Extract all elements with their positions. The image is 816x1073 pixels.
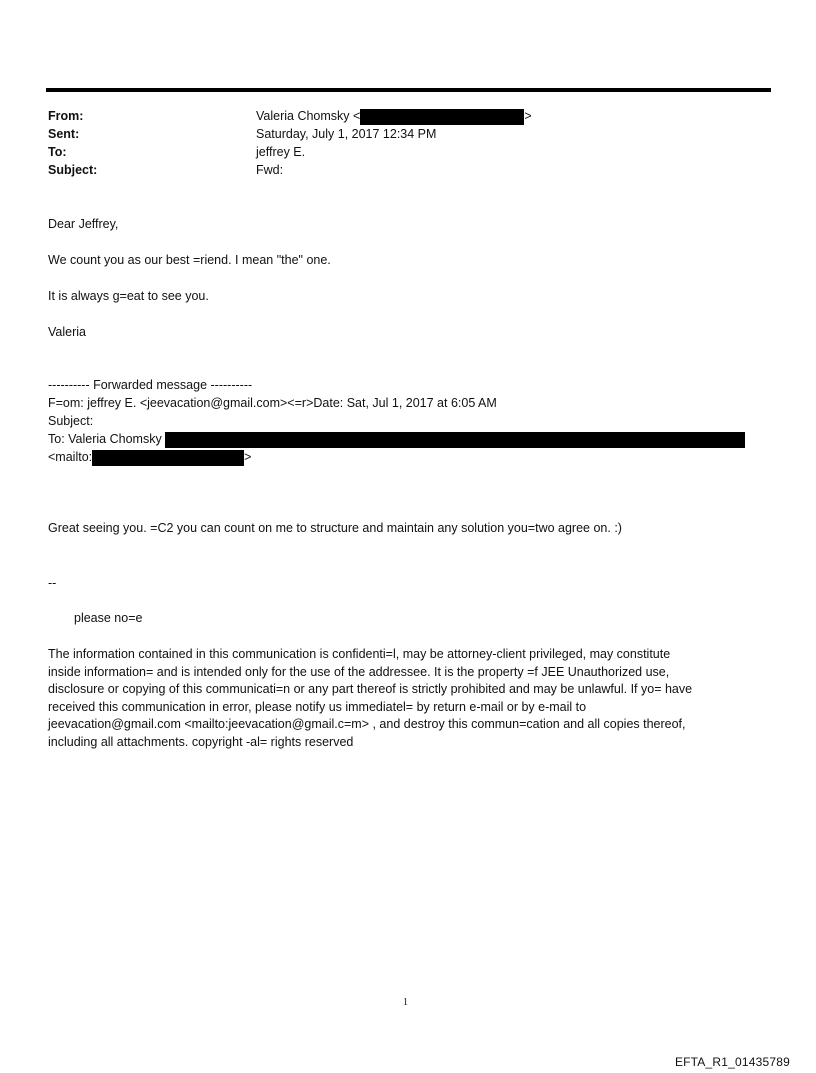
header-rule	[46, 88, 771, 92]
mailto-suffix: >	[244, 450, 252, 464]
redaction-box	[92, 450, 244, 466]
signature-note: please no=e	[74, 611, 143, 625]
forwarded-mailto	[48, 449, 251, 467]
sent-label: Sent:	[48, 127, 80, 141]
forwarded-to-text: To: Valeria Chomsky	[48, 432, 166, 446]
disclaimer-line: disclosure or copying of this communicati=n or any part thereof is strictly prohibited and may be unlawful. If yo= have	[48, 682, 693, 696]
forwarded-subject: Subject:	[48, 414, 94, 428]
subject-value: Fwd:	[256, 163, 284, 177]
subject-label: Subject:	[48, 163, 98, 177]
sent-value: Saturday, July 1, 2017 12:34 PM	[256, 127, 437, 141]
redaction-box	[165, 432, 745, 448]
to-value: jeffrey E.	[256, 145, 306, 159]
page-number: 1	[403, 997, 408, 1008]
redaction-box	[360, 109, 524, 125]
from-name: Valeria Chomsky <	[256, 109, 361, 123]
forwarded-message: Great seeing you. =C2 you can count on me to structure and maintain any solution you=two agree on. :)	[48, 521, 622, 535]
from-value	[256, 107, 532, 125]
body-line-1: We count you as our best =riend. I mean "the" one.	[48, 253, 331, 267]
from-close: >	[524, 109, 532, 123]
greeting: Dear Jeffrey,	[48, 217, 119, 231]
disclaimer-line: The information contained in this communication is confidenti=l, may be attorney-client privileged, may constitute	[48, 647, 671, 661]
disclaimer-line: received this communication in error, please notify us immediatel= by return e-mail or by e-mail to	[48, 699, 587, 714]
body-line-2: It is always g=eat to see you.	[48, 289, 209, 303]
signoff: Valeria	[48, 325, 86, 339]
forwarded-divider: ---------- Forwarded message ----------	[48, 378, 253, 392]
disclaimer	[48, 646, 768, 751]
bates-number: EFTA_R1_01435789	[674, 1055, 790, 1069]
to-label: To:	[48, 145, 67, 159]
disclaimer-line: jeevacation@gmail.com <mailto:jeevacation@gmail.c=m> , and destroy this commun=cation and all copies thereof,	[48, 717, 686, 731]
disclaimer-line: inside information= and is intended only for the use of the addressee. It is the property =f JEE Unauthorized use,	[48, 664, 670, 679]
from-label: From:	[48, 109, 84, 123]
forwarded-from: F=om: jeffrey E. <jeevacation@gmail.com><=r>Date: Sat, Jul 1, 2017 at 6:05 AM	[48, 396, 497, 410]
mailto-prefix: <mailto:	[48, 450, 93, 464]
signature-dash: --	[48, 576, 57, 590]
disclaimer-line: including all attachments. copyright -al= rights reserved	[48, 734, 354, 749]
forwarded-to	[48, 431, 745, 449]
